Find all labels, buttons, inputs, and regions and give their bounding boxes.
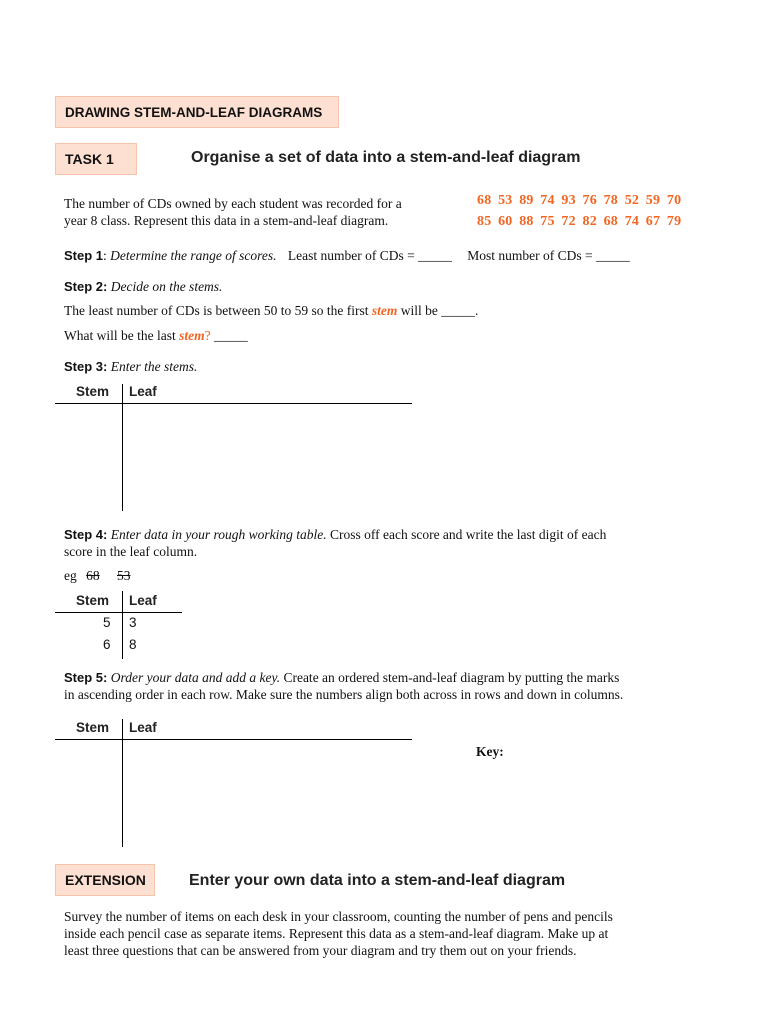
example-crossed-68: 68 (86, 568, 100, 583)
step1-least: Least number of CDs = _____ (287, 248, 452, 263)
task-description (64, 195, 464, 229)
step2-line2-q: ? (204, 328, 211, 343)
step2-line1-a: The least number of CDs is between 50 to 59 so the first (64, 303, 369, 318)
step4-text-a: Cross off each score and write the last digit of each (329, 527, 607, 542)
step2-line2-stem: stem (179, 328, 205, 343)
extension-line2: inside each pencil case as separate items. Represent this data as a stem-and-leaf diagram. Make up at (64, 926, 609, 941)
task-description-line2: year 8 class. Represent this data in a stem-and-leaf diagram. (64, 213, 389, 228)
step3-instruction: Enter the stems. (110, 359, 198, 374)
example-crossed-53: 53 (117, 568, 131, 583)
example-row-2-leaf: 8 (129, 637, 137, 652)
table1-divider (122, 384, 123, 511)
step1 (64, 247, 630, 264)
step3 (64, 358, 197, 375)
step1-sep: : (103, 248, 107, 263)
step3-label: Step 3: (64, 359, 108, 374)
example-row-1-leaf: 3 (129, 615, 137, 630)
step5-text-b: in ascending order in each row. Make sure the numbers align both across in rows and down in columns. (64, 687, 624, 702)
table2-stem-header: Stem (76, 720, 110, 735)
example-stem-header: Stem (76, 593, 110, 608)
extension-label (55, 864, 155, 896)
example-row-2-stem: 6 (103, 637, 111, 652)
step1-instruction: Determine the range of scores. (110, 248, 277, 263)
step1-most: Most number of CDs = _____ (467, 248, 630, 263)
step4-label: Step 4: (64, 527, 108, 542)
extension-line3: least three questions that can be answered from your diagram and try them out on your friends. (64, 943, 577, 958)
example-divider (122, 591, 123, 659)
extension-label-text: EXTENSION (65, 872, 146, 888)
extension-line1: Survey the number of items on each desk in your classroom, counting the number of pens and pencils (64, 909, 613, 924)
step4-instruction: Enter data in your rough working table. (110, 527, 327, 542)
example-leaf-header: Leaf (129, 593, 157, 608)
example-eg: eg (64, 568, 77, 583)
step4-text-b: score in the leaf column. (64, 544, 198, 559)
step2-line2-b: _____ (213, 328, 248, 343)
example-header-rule (55, 612, 182, 613)
table2-leaf-header: Leaf (129, 720, 157, 735)
table1-stem-header: Stem (76, 384, 110, 399)
task-label-text: TASK 1 (65, 151, 114, 167)
step2-line1-stem: stem (371, 303, 398, 318)
step1-label: Step 1 (64, 248, 104, 263)
step2 (64, 278, 222, 295)
example-row-1-stem: 5 (103, 615, 111, 630)
step2-label: Step 2: (64, 279, 108, 294)
table1-header-rule (55, 403, 412, 404)
data-row-1: 68 53 89 74 93 76 78 52 59 70 (477, 193, 682, 208)
step5 (64, 669, 714, 686)
data-row-2: 85 60 88 75 72 82 68 74 67 79 (477, 214, 682, 229)
step2-line1 (64, 302, 478, 319)
task-description-line1: The number of CDs owned by each student was recorded for a (64, 196, 402, 211)
key-label: Key: (476, 744, 504, 759)
table2-divider (122, 719, 123, 847)
step4 (64, 526, 714, 543)
extension-text (64, 908, 714, 959)
extension-title: Enter your own data into a stem-and-leaf diagram (189, 872, 566, 889)
task-label (55, 143, 137, 175)
table2-header-rule (55, 739, 412, 740)
step2-line1-b: will be _____. (400, 303, 479, 318)
step2-line2 (64, 327, 248, 344)
section-title (55, 96, 339, 128)
section-title-text: DRAWING STEM-AND-LEAF DIAGRAMS (65, 104, 323, 120)
table1-leaf-header: Leaf (129, 384, 157, 399)
step5-text-a: Create an ordered stem-and-leaf diagram by putting the marks (283, 670, 620, 685)
example-line (64, 567, 131, 584)
step2-instruction: Decide on the stems. (110, 279, 223, 294)
step5-instruction: Order your data and add a key. (110, 670, 281, 685)
step2-line2-a: What will be the last (64, 328, 176, 343)
task-title: Organise a set of data into a stem-and-leaf diagram (191, 149, 581, 166)
step5-label: Step 5: (64, 670, 108, 685)
